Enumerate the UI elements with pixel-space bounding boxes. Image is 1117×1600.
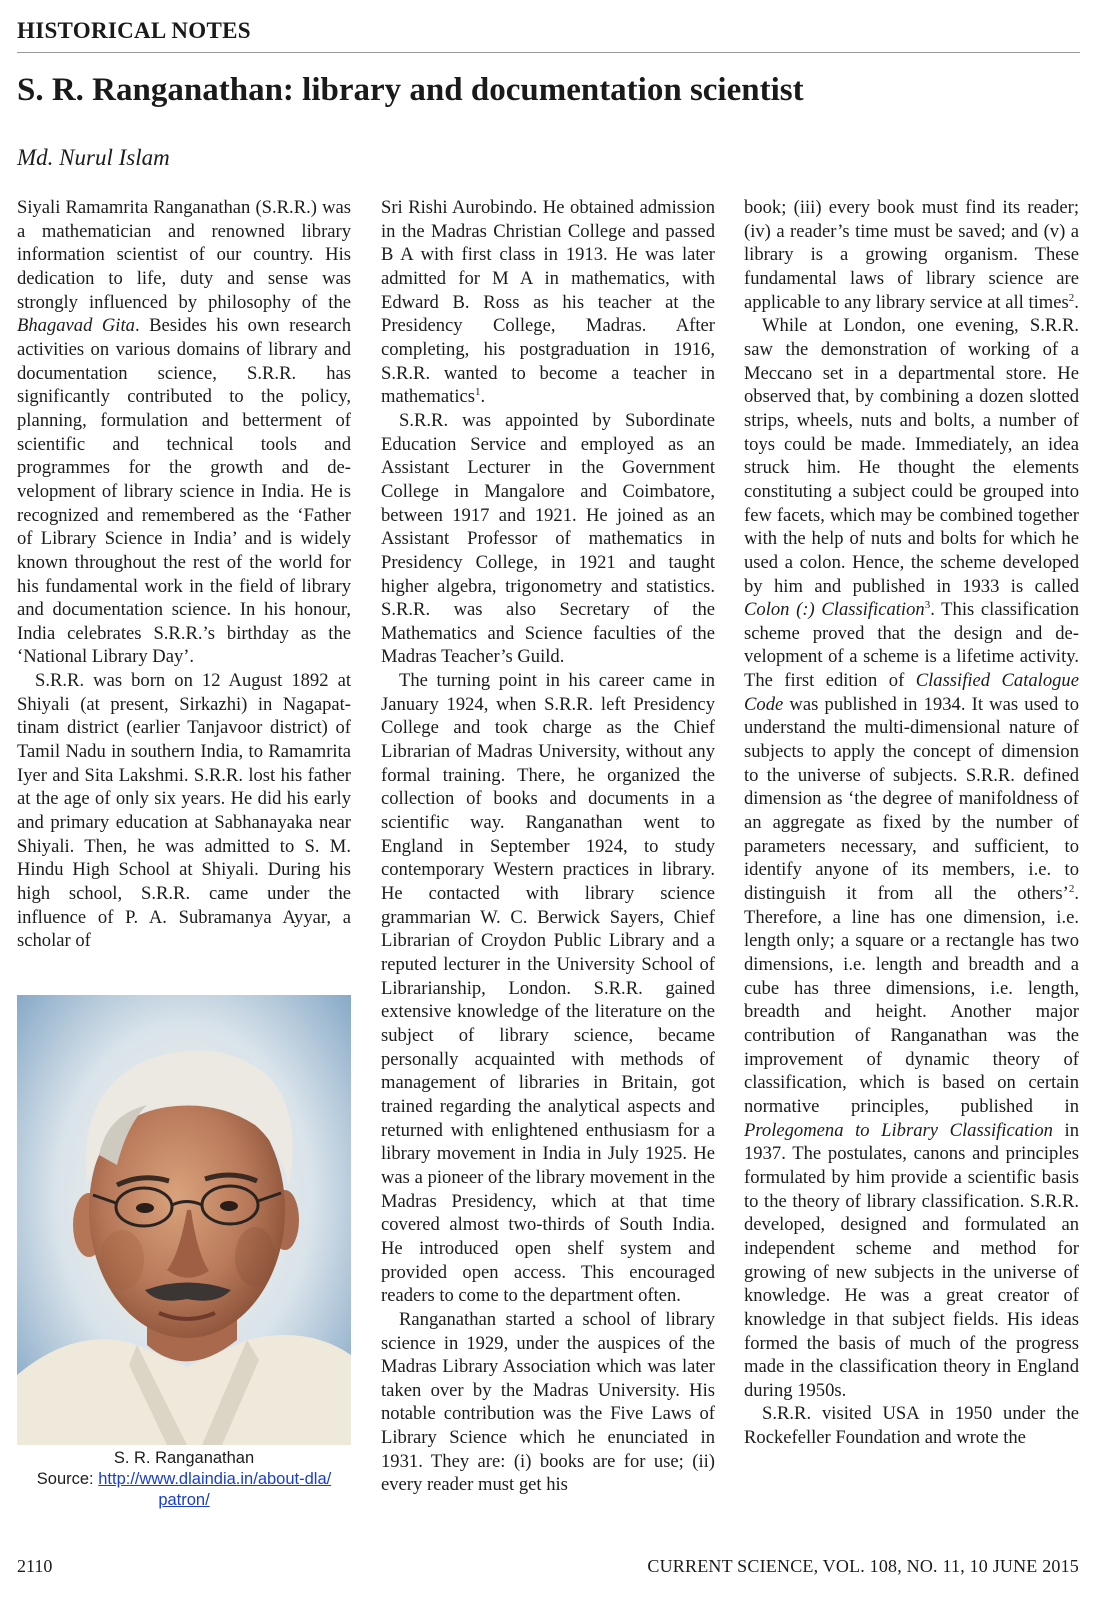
journal-footer: CURRENT SCIENCE, VOL. 108, NO. 11, 10 JUNE 2015 (647, 1556, 1079, 1576)
paragraph: S.R.R. visited USA in 1950 under the Rockefeller Foundation and wrote the (744, 1403, 1079, 1449)
portrait-illustration (17, 995, 351, 1445)
caption-title: S. R. Ranganathan (113, 1449, 255, 1467)
figure-caption (17, 1448, 351, 1511)
paragraph: S.R.R. was appointed by Subordinate Education Service and employed as an Assistant Lecturer in the Government College in Mangalore and Coimbatore, between 1917 and 1921. He joined as an Assistant Professor of mathematics in Presidency College, in 1921 and taught higher algebra, trigonometry and statistics. S.R.R. was also Secretary of the Mathematics and Science faculties of the Madras Teacher’s Guild. (381, 409, 715, 668)
portrait-photo (17, 995, 351, 1445)
source-label: Source: (36, 1470, 94, 1488)
paragraph: book; (iii) every book must find its reader; (iv) a reader’s time must be saved; and (v) a library is a growing organism. These fundamental laws of library science are applicable to any library service at all times$^2$. (744, 197, 1079, 313)
paragraph: S.R.R. was born on 12 August 1892 at Shiyali (at present, Sirkazhi) in Nagapattinam district (earlier Tanjavoor district) of Tamil Nadu in southern India, to Ramamrita Iyer and Sita Lakshmi. S.R.R. lost his father at the age of only six years. He did his early and primary education at Sabhanayaka near Shiyali. Then, he was admitted to S. M. Hindu High School at Shiyali. During his high school, S.R.R. came under the influence of P. A. Subramanya Ayyar, a scholar of (17, 670, 351, 952)
source-link[interactable]: http://www.dlaindia.in/about-dla/ (98, 1470, 332, 1488)
paragraph: While at London, one evening, S.R.R. saw the demonstration of working of a Meccano set in a departmental store. He observed that, by combining a dozen slotted strips, wheels, nuts and bolts, a number of toys could be made. Immediately, an idea struck him. He thought the elements constituting a subject could be grouped into few facets, which may be combined together with the help of nuts and bolts for which he used a colon. Hence, the scheme developed by him and published in 1933 is called Colon (:) Classification$^3$. This classification scheme proved that the design and development of a scheme is a lifetime activity. The first edition of Classified Catalogue Code was published in 1934. It was used to understand the multi-dimensional nature of subjects to apply the concept of dimension to the universe of subjects. S.R.R. defined dimension as ‘the degree of manifoldness of an aggregate as fixed by the number of parameters necessary, and sufficient, to identify anyone of its members, i.e. to distinguish it from all the others’$^2$. Therefore, a line has one dimension, i.e. length only; a square or a rectangle has two dimensions, i.e. length and breadth and a cube has three dimensions, i.e. length, breadth and height. Another major contribution of Ranganathan was the improvement of dynamic theory of classification, which is based on certain normative principles, published in Prolegomena to Library Classification in 1937. The postulates, canons and principles formulated by him provide a scientific basis to the theory of library classification. S.R.R. developed, designed and formulated an independent scheme and method for growing of new subjects in the universe of knowledge. He was a great creator of knowledge in that subject fields. His ideas formed the basis of much of the progress made in the classification theory in England during 1950s. (744, 315, 1079, 1401)
author-name: Md. Nurul Islam (17, 145, 170, 170)
text-column-2 (381, 196, 715, 1497)
source-link-continued[interactable]: patron/ (158, 1491, 210, 1509)
page-number: 2110 (17, 1556, 53, 1576)
caption-source (17, 1469, 351, 1490)
paragraph: Siyali Ramamrita Ranganathan (S.R.R.) was a mathematician and renowned library information scientist of our country. His dedication to life, duty and sense was strongly influenced by philosophy of the Bhagavad Gita. Besides his own research activities on various domains of library and documentation science, S.R.R. has significantly contributed to the policy, planning, formulation and betterment of scientific and technical tools and programmes for the growth and development of library science in India. He is recognized and remembered as the ‘Father of Library Science in India’ and is widely known throughout the rest of the world for his fundamental work in the field of library and documentation science. In his honour, India celebrates S.R.R.’s birthday as the ‘National Library Day’. (17, 197, 351, 668)
section-label: HISTORICAL NOTES (17, 18, 251, 43)
paragraph: Ranganathan started a school of library science in 1929, under the auspices of the Madras Library Association which was later taken over by the Madras University. His notable contribution was the Five Laws of Library Science which he enunciated in 1931. They are: (i) books are for use; (ii) every reader must get his (381, 1308, 715, 1496)
paragraph: The turning point in his career came in January 1924, when S.R.R. left Presidency College and took charge as the Chief Librarian of Madras University, without any formal training. There, he organized the collection of books and documents in a scientific way. Ranganathan went to England in September 1924, to study contemporary Western practices in library. He contacted with library science grammarian W. C. Berwick Sayers, Chief Librarian of Croydon Public Library and a reputed lecturer in the University School of Librarianship, London. S.R.R. gained extensive knowledge of the literature on the subject of library science, became personally acquainted with methods of management of libraries in Britain, got trained regarding the analytical aspects and returned with enlightened enthusiasm for a library movement in India in July 1925. He was a pioneer of the library movement in the Madras Presidency, which at that time covered almost two-thirds of South India. He introduced open shelf system and provided open access. This encouraged readers to come to the department often. (381, 670, 715, 1307)
header-rule (17, 52, 1080, 53)
paragraph: Sri Rishi Aurobindo. He obtained admission in the Madras Christian College and passed B A with first class in 1913. He was later admitted for M A in mathematics, with Edward B. Ross as his teacher at the Presidency College, Madras. After completing, his postgraduation in 1916, S.R.R. wanted to become a teacher in mathematics$^1$. (381, 197, 715, 408)
text-column-3 (744, 196, 1079, 1450)
text-column-1 (17, 196, 351, 953)
article-title: S. R. Ranganathan: library and documentation scientist (17, 72, 804, 108)
